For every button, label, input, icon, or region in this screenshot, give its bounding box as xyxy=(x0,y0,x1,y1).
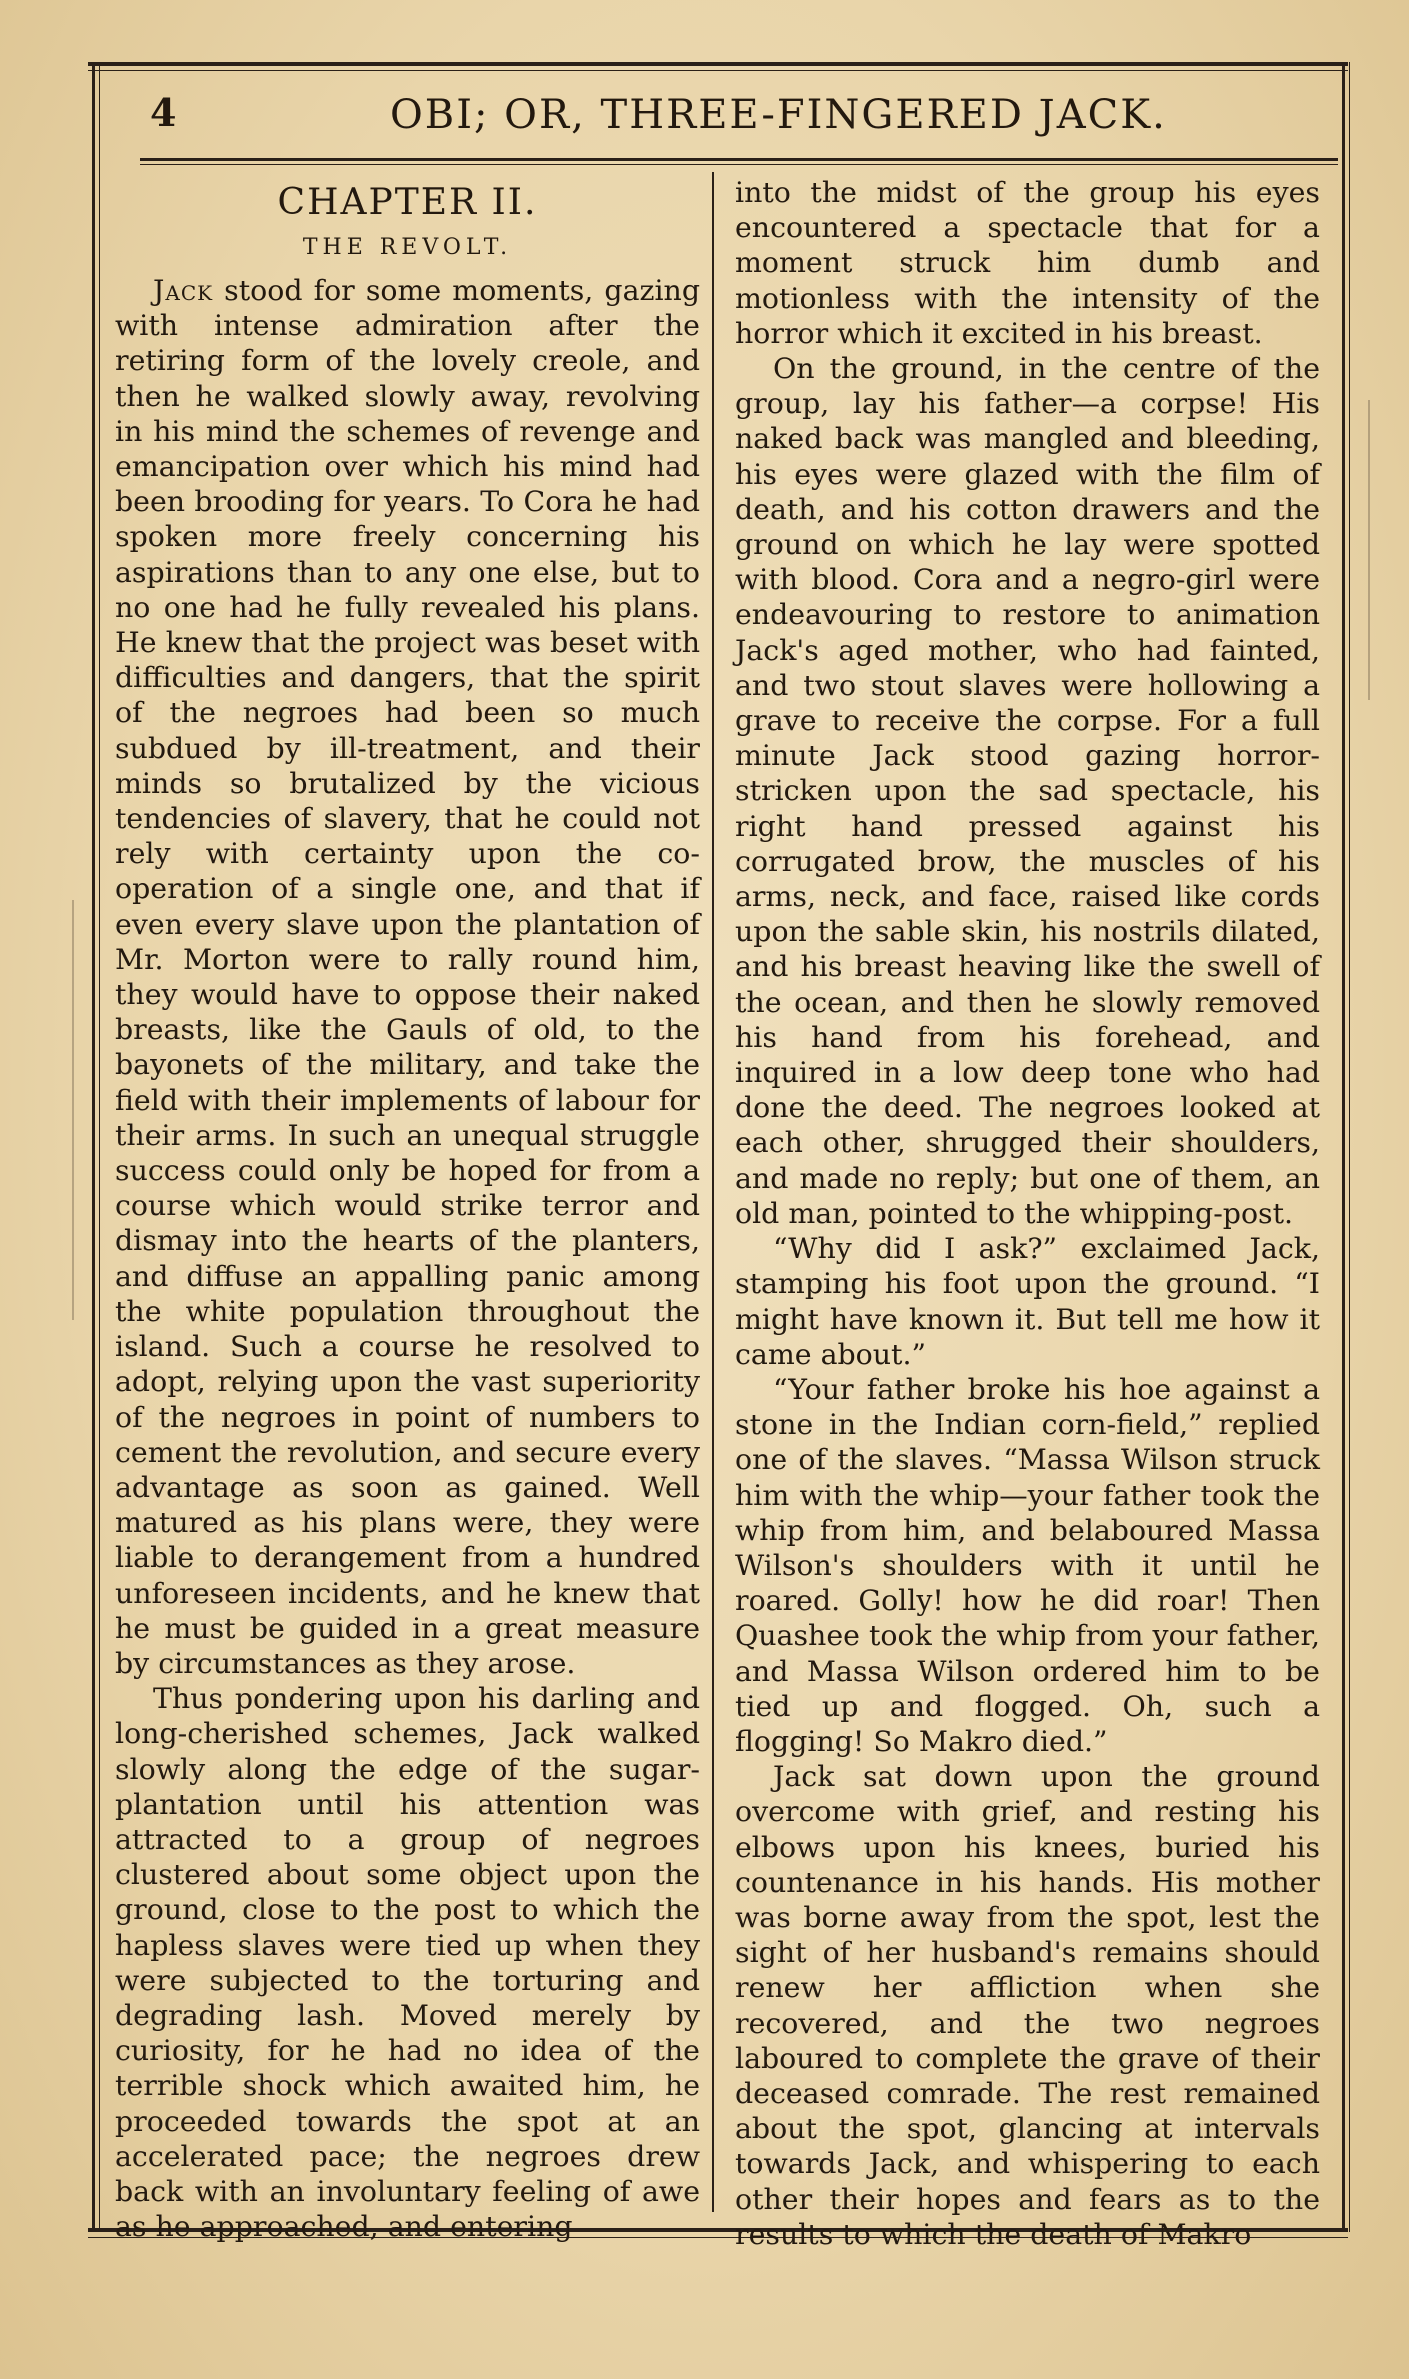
left-border-rule xyxy=(92,62,95,2232)
column-divider xyxy=(712,172,714,2212)
paragraph: “Your father broke his hoe against a stone in the Indian corn-field,” replied one of the slaves. “Massa Wilson struck him with the whip—your father took the whip from him, and belaboured Massa Wilson's shoulders with it until he roared. Golly! how he did roar! Then Quashee took the whip from your father, and Massa Wilson ordered him to be tied up and flogged. Oh, such a flogging! So Makro died.” xyxy=(735,1372,1320,1758)
paragraph xyxy=(115,273,700,1681)
right-border-rule-thin xyxy=(1349,62,1350,2232)
margin-mark xyxy=(1368,400,1370,700)
chapter-subtitle: THE REVOLT. xyxy=(302,235,513,260)
paragraph: into the midst of the group his eyes encountered a spectacle that for a moment struck him dumb and motionless with the intensity of the horror which it excited in his breast. xyxy=(735,176,1320,350)
running-title: OBI; OR, THREE-FINGERED JACK. xyxy=(390,92,1167,138)
paragraph: Jack sat down upon the ground overcome with grief, and resting his elbows upon his knees, buried his countenance in his hands. His mother was borne away from the spot, lest the sight of her husband's remains should renew her affliction when she recovered, and the two negroes laboured to complete the grave of their deceased comrade. The rest remained about the spot, glancing at intervals towards Jack, and whispering to each other their hopes and fears as to the results to which the death of Makro xyxy=(735,1760,1320,2251)
page-header xyxy=(100,88,1350,148)
top-border-rule xyxy=(88,62,1348,66)
margin-mark xyxy=(72,900,74,1320)
right-column xyxy=(735,175,1320,2252)
right-border-rule xyxy=(1342,62,1345,2232)
top-border-rule-thin xyxy=(88,70,1348,71)
paragraph: Thus pondering upon his darling and long-cherished schemes, Jack walked slowly along the edge of the sugar-plantation until his attention was attracted to a group of negroes clustered about some object upon the ground, close to the post to which the hapless slaves were tied up when they were subjected to the torturing and degrading lash. Moved merely by curiosity, for he had no idea of the terrible shock which awaited him, he proceeded towards the spot at an accelerated pace; the negroes drew back with an involuntary feeling of awe as he approached, and entering xyxy=(115,1682,700,2244)
page-number: 4 xyxy=(150,90,178,135)
paragraph-text: stood for some moments, gazing with intense admiration after the retiring form of the lovely creole, and then he walked slowly away, revolving in his mind the schemes of revenge and emancipation over which his mind had been brooding for years. To Cora he had spoken more freely concerning his aspirations than to any one else, but to no one had he fully revealed his plans. He knew that the project was beset with difficulties and dangers, that the spirit of the negroes had been so much subdued by ill-treatment, and their minds so brutalized by the vicious tendencies of slavery, that he could not rely with certainty upon the co-operation of a single one, and that if even every slave upon the plantation of Mr. Morton were to rally round him, they would have to oppose their naked breasts, like the Gauls of old, to the bayonets of the military, and take the field with their implements of labour for their arms. In such an unequal struggle success could only be hoped for from a course which would strike terror and dismay into the hearts of the planters, and diffuse an appalling panic among the white population throughout the island. Such a course he resolved to adopt, relying upon the vast superiority of the negroes in point of numbers to cement the revolution, and secure every advantage as soon as gained. Well matured as his plans were, they were liable to derangement from a hundred unforeseen incidents, and he knew that he must be guided in a great measure by circumstances as they arose. xyxy=(115,274,700,1680)
paragraph: “Why did I ask?” exclaimed Jack, stamping his foot upon the ground. “I might have known it. But tell me how it came about.” xyxy=(735,1232,1320,1371)
header-underline-thin xyxy=(140,164,1338,165)
left-border-rule-thin xyxy=(99,62,100,2232)
left-column xyxy=(115,175,700,2244)
chapter-title: CHAPTER II. xyxy=(277,182,538,223)
header-underline xyxy=(140,158,1338,161)
opening-word: Jack xyxy=(153,274,214,307)
paragraph: On the ground, in the centre of the group, lay his father—a corpse! His naked back was mangled and bleeding, his eyes were glazed with the film of death, and his cotton drawers and the ground on which he lay were spotted with blood. Cora and a negro-girl were endeavouring to restore to animation Jack's aged mother, who had fainted, and two stout slaves were hollowing a grave to receive the corpse. For a full minute Jack stood gazing horror-stricken upon the sad spectacle, his right hand pressed against his corrugated brow, the muscles of his arms, neck, and face, raised like cords upon the sable skin, his nostrils dilated, and his breast heaving like the swell of the ocean, and then he slowly removed his hand from his forehead, and inquired in a low deep tone who had done the deed. The negroes looked at each other, shrugged their shoulders, and made no reply; but one of them, an old man, pointed to the whipping-post. xyxy=(735,352,1320,1230)
